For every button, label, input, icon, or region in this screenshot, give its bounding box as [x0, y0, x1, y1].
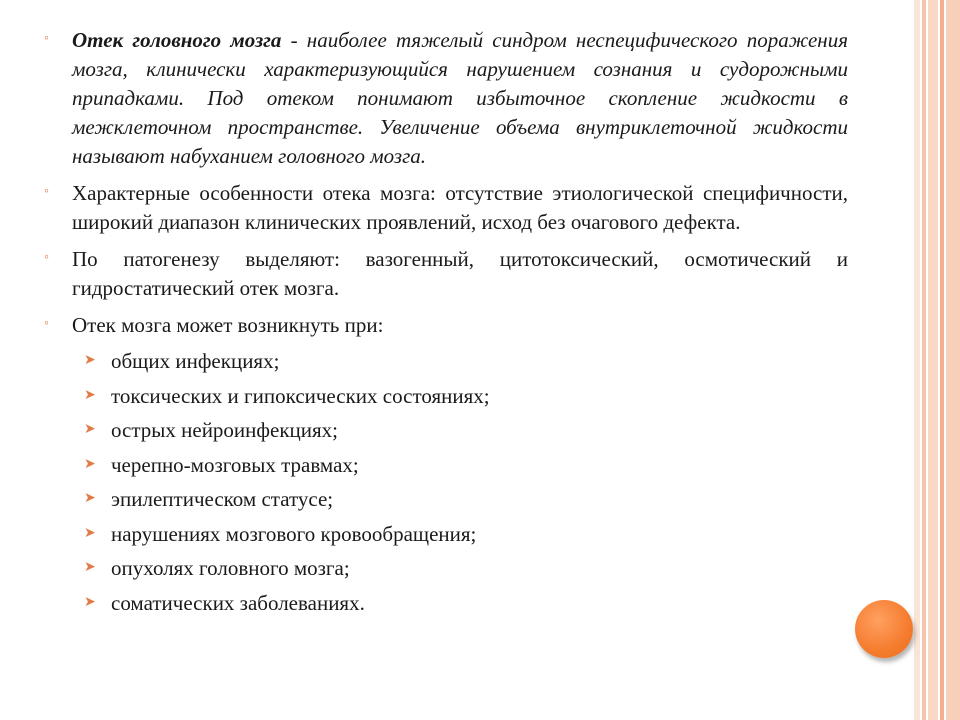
stripe-3 [928, 0, 938, 720]
decorative-orange-circle [855, 600, 913, 658]
circle-bullet-icon: ◦ [44, 184, 49, 199]
list-item-text: эпилептическом статусе; [111, 487, 334, 511]
list-item [44, 517, 848, 552]
arrow-bullet-icon: ➤ [84, 387, 96, 403]
paragraph-definition [44, 26, 848, 171]
list-item [44, 344, 848, 379]
paragraph-pathogenesis [44, 245, 848, 303]
stripe-4 [940, 0, 944, 720]
list-item-text: нарушениях мозгового кровообращения; [111, 521, 477, 546]
paragraph-causes [44, 311, 848, 340]
arrow-bullet-icon: ➤ [84, 456, 96, 472]
list-item [44, 448, 848, 483]
arrow-bullet-icon: ➤ [84, 491, 96, 506]
paragraph-features [44, 179, 848, 237]
stripe-2 [922, 0, 926, 720]
arrow-bullet-icon: ➤ [84, 594, 96, 610]
list-item-text: черепно-мозговых травмах; [111, 452, 359, 477]
arrow-bullet-icon: ➤ [84, 560, 96, 575]
causes-list [44, 344, 848, 620]
definition-term: Отек головного мозга [72, 28, 282, 52]
slide-content [44, 26, 848, 620]
stripe-1 [914, 0, 920, 720]
list-item [44, 379, 848, 414]
causes-intro-text: Отек мозга может возникнуть при: [72, 313, 384, 337]
list-item-text: опухолях головного мозга; [111, 556, 350, 580]
list-item [44, 413, 848, 448]
stripe-5 [946, 0, 960, 720]
features-text: Характерные особенности отека мозга: отсутствие этиологической специфичности, широкий диапазон клинических проявлений, исход без очагового дефекта. [72, 181, 848, 234]
list-item-text: токсических и гипоксических состояниях; [111, 383, 490, 408]
arrow-bullet-icon: ➤ [84, 525, 96, 541]
list-item-text: соматических заболеваниях. [111, 590, 365, 615]
list-item [44, 482, 848, 517]
arrow-bullet-icon: ➤ [84, 422, 96, 437]
list-item-text: общих инфекциях; [111, 349, 280, 373]
decorative-stripes [914, 0, 960, 720]
list-item [44, 551, 848, 586]
circle-bullet-icon: ◦ [44, 316, 49, 331]
circle-bullet-icon: ◦ [44, 31, 49, 46]
list-item [44, 586, 848, 621]
pathogenesis-text: По патогенезу выделяют: вазогенный, цитотоксический, осмотический и гидростатический отек мозга. [72, 247, 848, 300]
circle-bullet-icon: ◦ [44, 250, 49, 265]
arrow-bullet-icon: ➤ [84, 353, 96, 368]
definition-text: - наиболее тяжелый синдром неспецифического поражения мозга, клинически характеризующийся нарушением сознания и судорожными припадками. Под отеком понимают избыточное скопление жидкости в межклеточном пространстве. Увеличение объема внутриклеточной жидкости называют набуханием головного мозга. [72, 28, 848, 168]
list-item-text: острых нейроинфекциях; [111, 418, 339, 442]
